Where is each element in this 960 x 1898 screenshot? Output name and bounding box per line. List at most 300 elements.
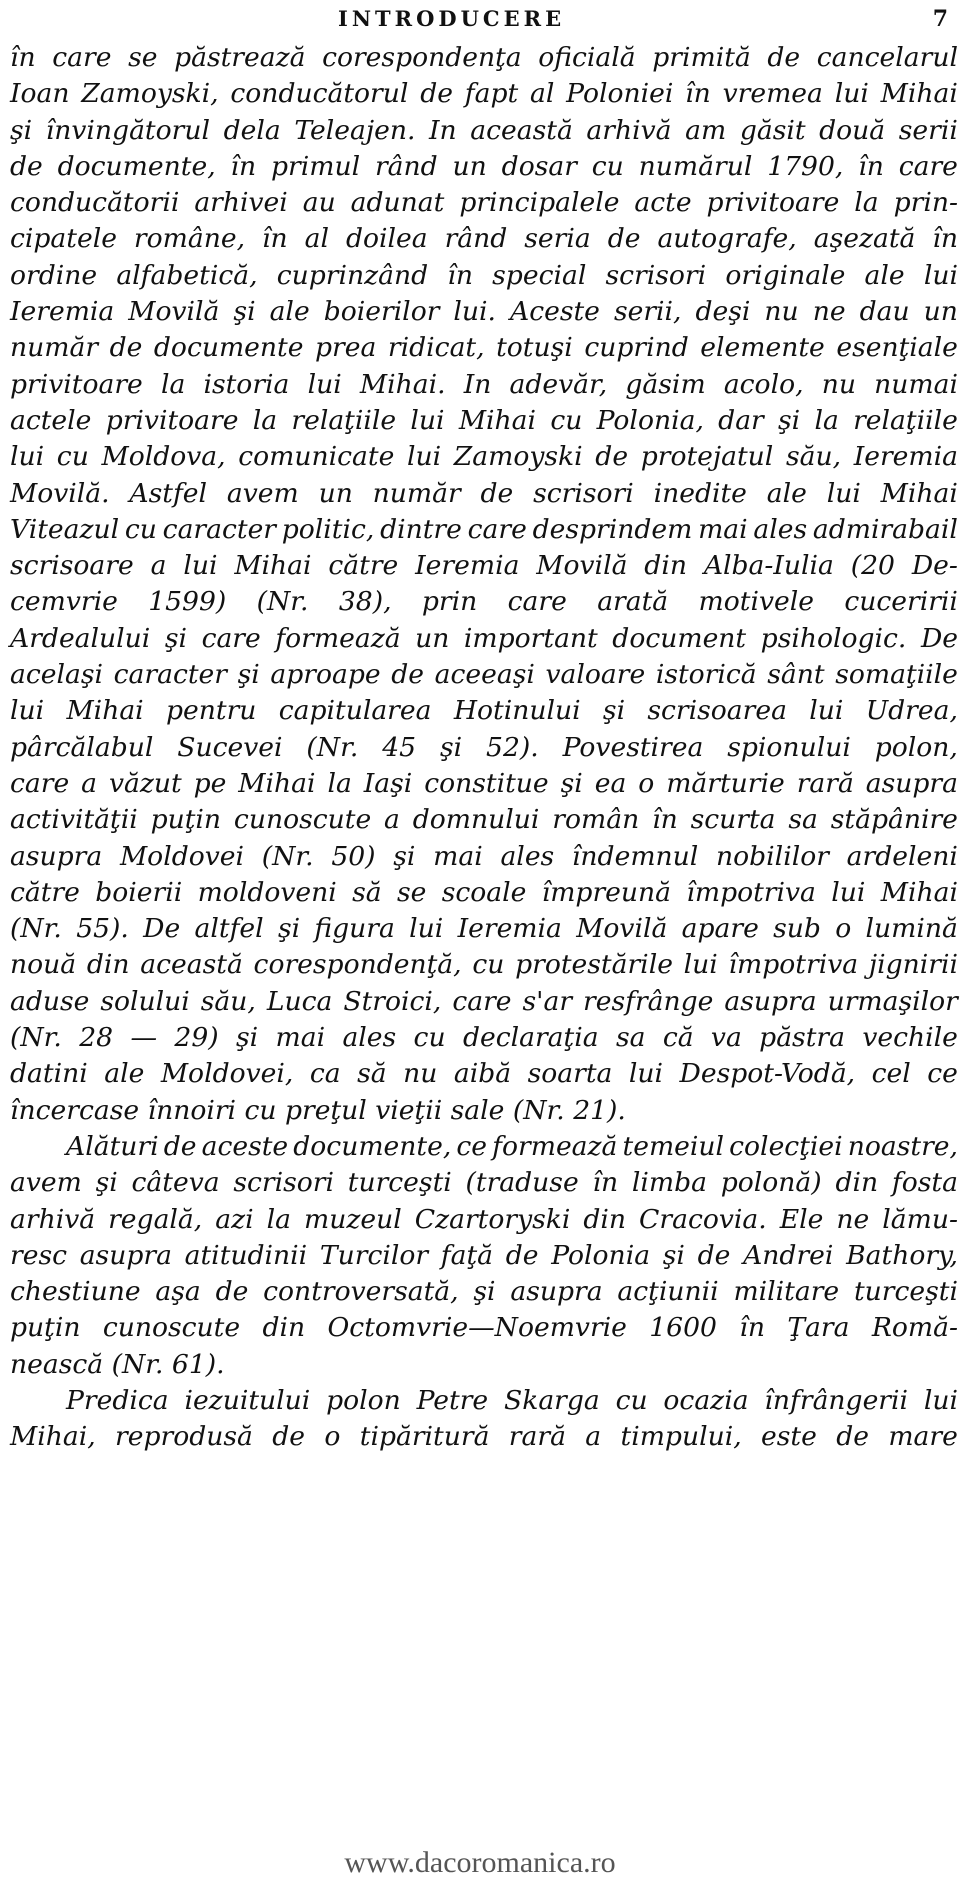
word: rară bbox=[508, 1421, 566, 1453]
word: în bbox=[230, 150, 257, 182]
word: în bbox=[447, 259, 473, 291]
word: totuşi bbox=[496, 332, 573, 364]
word: 1790, bbox=[767, 150, 844, 182]
word: Ieremia bbox=[853, 441, 958, 473]
word: din bbox=[835, 1167, 879, 1199]
word: cu bbox=[56, 441, 89, 473]
word: lumină bbox=[865, 913, 958, 945]
text-line bbox=[10, 40, 958, 76]
text-line bbox=[10, 1238, 958, 1274]
word: apare bbox=[681, 913, 759, 945]
word: stăpânire bbox=[830, 804, 958, 836]
word: Romă- bbox=[871, 1312, 958, 1344]
word: cel bbox=[871, 1058, 911, 1090]
word: cuceririi bbox=[844, 586, 958, 618]
word: a bbox=[81, 767, 97, 799]
word: al bbox=[304, 223, 329, 255]
word: ne bbox=[836, 1203, 870, 1235]
word: primul bbox=[271, 150, 361, 182]
word: dau bbox=[859, 296, 910, 328]
word: conducătorul bbox=[230, 78, 409, 110]
word: Mihai bbox=[880, 78, 958, 110]
word: găsim bbox=[625, 368, 706, 400]
word: ale bbox=[269, 296, 310, 328]
word: Mihai bbox=[880, 477, 958, 509]
word: de bbox=[480, 477, 514, 509]
word: ardeleni bbox=[846, 840, 958, 872]
text-line bbox=[10, 185, 958, 221]
word: şi bbox=[277, 913, 301, 945]
word: Mihai bbox=[238, 767, 316, 799]
word: timpului, bbox=[620, 1421, 742, 1453]
word: Viteazul bbox=[10, 513, 120, 545]
word: Alba-Iulia bbox=[703, 550, 834, 582]
word: la bbox=[814, 404, 839, 436]
word: scrisori bbox=[533, 477, 634, 509]
text-line bbox=[10, 149, 958, 185]
text-line bbox=[10, 330, 958, 366]
word: numai bbox=[874, 368, 958, 400]
word: formează bbox=[275, 622, 401, 654]
word: figura bbox=[314, 913, 395, 945]
word: Movilă bbox=[128, 296, 220, 328]
word: autografe, bbox=[657, 223, 797, 255]
text-line bbox=[10, 947, 958, 983]
word: 38), bbox=[338, 586, 392, 618]
word: Turcilor bbox=[319, 1239, 429, 1271]
word: Petre bbox=[416, 1384, 489, 1416]
word: ea bbox=[594, 767, 627, 799]
text-line bbox=[10, 1165, 958, 1201]
text-line bbox=[10, 875, 958, 911]
word: elemente bbox=[700, 332, 825, 364]
word: său, bbox=[785, 441, 842, 473]
footer-website: www.dacoromanica.ro bbox=[344, 1846, 616, 1879]
word: Ieremia bbox=[415, 550, 520, 582]
word: va bbox=[710, 1022, 742, 1054]
word: ale bbox=[864, 259, 905, 291]
word: Poloniei bbox=[566, 78, 674, 110]
word: prea bbox=[315, 332, 377, 364]
word: scrisoarea bbox=[647, 695, 787, 727]
word: Mihai. bbox=[359, 368, 446, 400]
word: asupra bbox=[724, 985, 817, 1017]
word: activităţii bbox=[10, 804, 138, 836]
word: relaţiile bbox=[853, 404, 958, 436]
word: din bbox=[583, 1203, 627, 1235]
word: să bbox=[352, 876, 382, 908]
word: relaţiile bbox=[291, 404, 397, 436]
word: Ţara bbox=[787, 1312, 850, 1344]
word: acte bbox=[634, 187, 692, 219]
word: ales bbox=[753, 513, 808, 545]
word: Teleajen. bbox=[294, 114, 416, 146]
word: rând bbox=[444, 223, 508, 255]
word: Ieremia bbox=[10, 296, 115, 328]
word: noastre, bbox=[847, 1130, 958, 1162]
word: ca bbox=[309, 1058, 341, 1090]
word: sa bbox=[788, 804, 818, 836]
word: scoale bbox=[441, 876, 527, 908]
word: urmaşilor bbox=[827, 985, 958, 1017]
word: tipăritură bbox=[359, 1421, 490, 1453]
word: capitularea bbox=[278, 695, 432, 727]
text-line bbox=[10, 294, 958, 330]
word: polon bbox=[326, 1384, 401, 1416]
text-line bbox=[10, 439, 958, 475]
word: sub bbox=[773, 913, 821, 945]
text-line bbox=[10, 1056, 958, 1092]
word: cu bbox=[413, 1022, 446, 1054]
word: vechile bbox=[862, 1022, 958, 1054]
word: Astfel bbox=[129, 477, 208, 509]
word: turceşti bbox=[853, 1276, 958, 1308]
word: nu bbox=[403, 1058, 438, 1090]
word: văzut bbox=[108, 767, 182, 799]
word: document bbox=[612, 622, 747, 654]
word: valoare bbox=[545, 659, 646, 691]
word: ce bbox=[456, 1130, 488, 1162]
word: că bbox=[662, 1022, 694, 1054]
word: politic, bbox=[281, 513, 375, 545]
text-line bbox=[10, 1310, 958, 1346]
word: avem bbox=[10, 1167, 82, 1199]
word: serii, bbox=[613, 296, 682, 328]
text-line bbox=[10, 548, 958, 584]
word: boierii bbox=[95, 876, 183, 908]
word: la bbox=[266, 1203, 291, 1235]
text-line bbox=[10, 1274, 958, 1310]
word: şi bbox=[233, 296, 256, 328]
word: important bbox=[463, 622, 598, 654]
word: privitoare bbox=[10, 368, 143, 400]
chapter-title: INTRODUCERE bbox=[338, 6, 566, 31]
word: lămu- bbox=[882, 1203, 958, 1235]
word: către bbox=[328, 550, 399, 582]
word: de bbox=[391, 659, 425, 691]
word: asupra bbox=[10, 840, 103, 872]
word: Zamoyski bbox=[453, 441, 583, 473]
word: de bbox=[836, 1421, 869, 1453]
word: asupra bbox=[865, 767, 958, 799]
word: nobililor bbox=[716, 840, 829, 872]
word: Hotinului bbox=[453, 695, 581, 727]
word: fapt bbox=[464, 78, 519, 110]
word: jignirii bbox=[868, 949, 958, 981]
word: Moldovei, bbox=[160, 1058, 294, 1090]
word: acolo, bbox=[723, 368, 804, 400]
word: ocazia bbox=[663, 1384, 749, 1416]
word: Octomvrie—Noemvrie bbox=[327, 1312, 627, 1344]
word: aşa bbox=[155, 1276, 201, 1308]
word: scrisori bbox=[233, 1167, 334, 1199]
word: dar bbox=[718, 404, 764, 436]
word: lui bbox=[834, 78, 869, 110]
word: Moldovei bbox=[119, 840, 245, 872]
word: cuprinzând bbox=[276, 259, 429, 291]
word: rară bbox=[796, 767, 854, 799]
word: Luca bbox=[266, 985, 333, 1017]
word: esenţiale bbox=[836, 332, 958, 364]
word: oficială bbox=[538, 42, 636, 73]
text-line: încercase înnoiri cu preţul vieţii sale (Nr. 21). bbox=[10, 1094, 626, 1126]
word: prin- bbox=[893, 187, 958, 219]
word: altfel bbox=[194, 913, 264, 945]
word: adunat bbox=[350, 187, 445, 219]
word: aduse bbox=[10, 985, 90, 1017]
text-line bbox=[10, 113, 958, 149]
word: 28 bbox=[79, 1022, 114, 1054]
word: puţin bbox=[150, 804, 222, 836]
word: de bbox=[595, 441, 629, 473]
word: solului bbox=[100, 985, 190, 1017]
text-line bbox=[10, 367, 958, 403]
word: de bbox=[767, 42, 801, 73]
word: (traduse bbox=[465, 1167, 579, 1199]
word: chestiune bbox=[10, 1276, 141, 1308]
word: Movilă. bbox=[10, 477, 110, 509]
word: un bbox=[318, 477, 353, 509]
word: la bbox=[854, 187, 879, 219]
word: cuprind bbox=[584, 332, 689, 364]
word: documente bbox=[153, 332, 304, 364]
word: mărturie bbox=[666, 767, 785, 799]
word: In bbox=[463, 368, 492, 400]
word: cu bbox=[472, 949, 505, 981]
word: număr bbox=[10, 332, 99, 364]
word: Ioan bbox=[10, 78, 70, 110]
word: deşi bbox=[695, 296, 751, 328]
word: avem bbox=[226, 477, 299, 509]
word: de bbox=[697, 1239, 731, 1271]
word: iezuitului bbox=[184, 1384, 311, 1416]
word: care bbox=[10, 767, 70, 799]
word: un bbox=[415, 622, 450, 654]
word: de bbox=[163, 1130, 197, 1162]
word: cunoscute bbox=[102, 1312, 241, 1344]
word: scurta bbox=[690, 804, 776, 836]
text-line bbox=[10, 476, 958, 512]
word: lui bbox=[923, 1384, 958, 1416]
word: sa bbox=[615, 1022, 646, 1054]
word: dela bbox=[223, 114, 281, 146]
word: asupra bbox=[79, 1239, 172, 1271]
word: polonă) bbox=[720, 1167, 822, 1199]
word: împotriva bbox=[686, 876, 816, 908]
word: îndemnul bbox=[571, 840, 699, 872]
word: care bbox=[52, 42, 112, 73]
text-line bbox=[10, 730, 958, 766]
word: seria bbox=[524, 223, 591, 255]
word: de bbox=[10, 150, 43, 182]
word: somaţiile bbox=[835, 659, 958, 691]
word: boierilor bbox=[323, 296, 440, 328]
word: colecţiei bbox=[729, 1130, 843, 1162]
word: (Nr. bbox=[256, 586, 309, 618]
word: Iaşi bbox=[363, 767, 413, 799]
word: Povestirea bbox=[562, 731, 704, 763]
text-line bbox=[10, 403, 958, 439]
word: arhivă bbox=[586, 114, 672, 146]
word: principalele bbox=[459, 187, 620, 219]
word: de bbox=[420, 78, 453, 110]
text-line: nească (Nr. 61). bbox=[10, 1348, 225, 1380]
word: arată bbox=[597, 586, 669, 618]
word: cancelarul bbox=[816, 42, 958, 73]
word: în bbox=[858, 150, 884, 182]
word: lui bbox=[409, 913, 444, 945]
word: său, bbox=[200, 985, 256, 1017]
word: comunicate bbox=[238, 441, 395, 473]
word: limba bbox=[631, 1167, 707, 1199]
word: Mihai bbox=[458, 404, 537, 436]
word: şi bbox=[662, 1239, 685, 1271]
word: soarta bbox=[527, 1058, 613, 1090]
word: atitudinii bbox=[184, 1239, 308, 1271]
word: lui bbox=[826, 477, 861, 509]
word: De bbox=[143, 913, 181, 945]
word: din bbox=[262, 1312, 306, 1344]
word: Stroici, bbox=[343, 985, 442, 1017]
word: nouă bbox=[10, 949, 77, 981]
word: pârcălabul bbox=[10, 731, 154, 763]
word: este bbox=[761, 1421, 817, 1453]
word: rând bbox=[374, 150, 438, 182]
word: numărul bbox=[638, 150, 753, 182]
text-line bbox=[10, 911, 958, 947]
page-header bbox=[0, 6, 960, 36]
word: actele bbox=[10, 404, 92, 436]
word: din bbox=[644, 550, 687, 582]
word: câteva bbox=[131, 1167, 220, 1199]
word: aşezată bbox=[813, 223, 916, 255]
word: două bbox=[819, 114, 886, 146]
word: care bbox=[201, 622, 261, 654]
word: la bbox=[252, 404, 278, 436]
word: mai bbox=[275, 1022, 326, 1054]
word: desprindem bbox=[532, 513, 693, 545]
word: lui bbox=[831, 876, 866, 908]
word: număr bbox=[372, 477, 461, 509]
word: psihologic. bbox=[760, 622, 907, 654]
word: mai bbox=[698, 513, 748, 545]
word: să bbox=[357, 1058, 387, 1090]
word: azi bbox=[215, 1203, 254, 1235]
word: protejatul bbox=[640, 441, 774, 473]
word: privitoare bbox=[105, 404, 239, 436]
word: constitue bbox=[424, 767, 549, 799]
word: ales bbox=[342, 1022, 397, 1054]
word: Andrei bbox=[743, 1239, 834, 1271]
word: dintre bbox=[380, 513, 462, 545]
word: 29) bbox=[174, 1022, 219, 1054]
text-line bbox=[10, 76, 958, 112]
word: care bbox=[898, 150, 958, 182]
word: motivele bbox=[698, 586, 814, 618]
word: Despot-Vodă, bbox=[679, 1058, 856, 1090]
text-line bbox=[10, 984, 958, 1020]
word: corespondenţă, bbox=[253, 949, 462, 981]
word: In bbox=[429, 114, 457, 146]
word: cipatele bbox=[10, 223, 117, 255]
word: lui bbox=[923, 259, 958, 291]
word: ale bbox=[766, 477, 807, 509]
word: la bbox=[160, 368, 186, 400]
body-text bbox=[10, 40, 958, 1456]
word: formează bbox=[492, 1130, 618, 1162]
word: spionului bbox=[727, 731, 851, 763]
word: turceşti bbox=[347, 1167, 452, 1199]
word: scrisoare bbox=[10, 550, 134, 582]
word: special bbox=[492, 259, 587, 291]
word: de bbox=[109, 332, 143, 364]
word: adevăr, bbox=[509, 368, 608, 400]
word: Zamoyski, bbox=[81, 78, 219, 110]
word: Udrea, bbox=[865, 695, 958, 727]
word: moldoveni bbox=[197, 876, 337, 908]
word: de bbox=[607, 223, 641, 255]
word: istorică bbox=[655, 659, 757, 691]
word: Skarga bbox=[503, 1384, 600, 1416]
word: în bbox=[10, 42, 36, 73]
word: controversată, bbox=[263, 1276, 459, 1308]
word: datini bbox=[10, 1058, 88, 1090]
word: care bbox=[507, 586, 567, 618]
word: în bbox=[262, 223, 288, 255]
word: înfrângerii bbox=[764, 1384, 909, 1416]
word: cemvrie bbox=[10, 586, 118, 618]
word: această bbox=[470, 114, 573, 146]
word: aceste bbox=[201, 1130, 289, 1162]
word: pentru bbox=[166, 695, 257, 727]
text-line bbox=[10, 657, 958, 693]
word: o bbox=[638, 767, 655, 799]
word: de bbox=[272, 1421, 306, 1453]
page-number: 7 bbox=[932, 6, 948, 32]
word: documente, bbox=[293, 1130, 452, 1162]
word: alfabetică, bbox=[116, 259, 258, 291]
word: fosta bbox=[891, 1167, 958, 1199]
word: aibă bbox=[453, 1058, 512, 1090]
word: muzeul bbox=[304, 1203, 402, 1235]
word: cu bbox=[591, 150, 624, 182]
word: Movilă bbox=[536, 550, 628, 582]
word: a bbox=[150, 550, 167, 582]
word: care bbox=[467, 513, 527, 545]
word: lui bbox=[307, 368, 342, 400]
word: resc bbox=[10, 1239, 67, 1271]
word: 1600 bbox=[649, 1312, 717, 1344]
word: caracter bbox=[113, 659, 227, 691]
text-line bbox=[10, 221, 958, 257]
word: Mihai bbox=[234, 550, 312, 582]
word: ales bbox=[500, 840, 555, 872]
word: dosar bbox=[501, 150, 577, 182]
word: asupra bbox=[510, 1276, 603, 1308]
word: ordine bbox=[10, 259, 98, 291]
word: acţiunii bbox=[617, 1276, 719, 1308]
word: declaraţia bbox=[462, 1022, 599, 1054]
text-line bbox=[10, 766, 958, 802]
word: şi bbox=[439, 731, 463, 763]
text-line bbox=[10, 1202, 958, 1238]
word: documente, bbox=[57, 150, 216, 182]
word: doilea bbox=[345, 223, 428, 255]
word: De- bbox=[911, 550, 958, 582]
word: învingătorul bbox=[45, 114, 210, 146]
word: 52). bbox=[486, 731, 539, 763]
word: (Nr. bbox=[306, 731, 359, 763]
